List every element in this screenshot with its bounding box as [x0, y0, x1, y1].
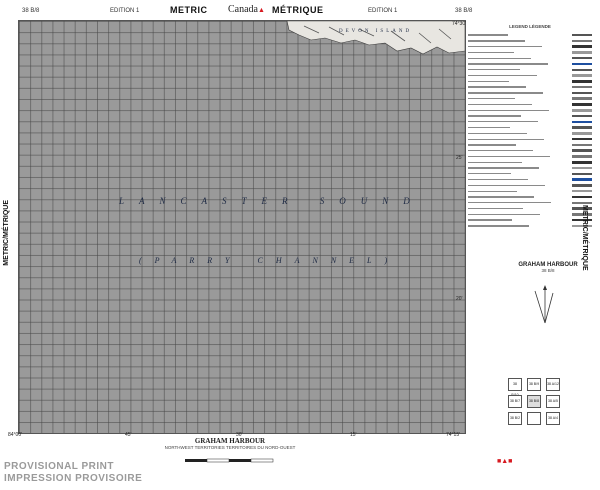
channel-label: (PARRY CHANNEL) — [139, 256, 401, 265]
magnetic-north-line — [535, 291, 545, 323]
coord-bottom-15: 15' — [350, 432, 357, 438]
legend-row — [468, 85, 592, 89]
title-number: 38 B/8 — [541, 268, 555, 273]
legend-text-line — [468, 219, 512, 220]
legend-row — [468, 39, 592, 43]
title-name: GRAHAM HARBOUR — [518, 262, 578, 268]
scale-segment-3 — [229, 459, 251, 462]
legend-text-line — [468, 179, 528, 180]
legend-row — [468, 73, 592, 77]
island-label: DEVON ISLAND — [339, 29, 413, 34]
legend-row — [468, 183, 592, 187]
north-arrow-diagram — [525, 285, 565, 325]
legend-text-line — [468, 110, 549, 111]
legend-panel — [468, 20, 592, 265]
metrique-label: MÉTRIQUE — [272, 5, 324, 15]
legend-text-line — [468, 202, 551, 203]
legend-text-line — [468, 52, 514, 53]
island-land — [287, 21, 465, 54]
legend-row — [468, 68, 592, 72]
legend-row — [468, 224, 592, 228]
legend-row — [468, 126, 592, 130]
legend-row — [468, 50, 592, 54]
legend-symbol — [572, 126, 592, 129]
legend-text-line — [468, 156, 550, 157]
legend-row — [468, 143, 592, 147]
legend-symbol — [572, 161, 592, 164]
legend-text-line — [468, 69, 520, 70]
legend-row — [468, 201, 592, 205]
map-area[interactable] — [18, 20, 466, 434]
legend-text-line — [468, 63, 548, 64]
legend-symbol — [572, 196, 592, 199]
legend-symbol — [572, 184, 592, 187]
legend-symbol — [572, 121, 592, 124]
wordmark-text: Canada — [228, 4, 258, 15]
scale-segment-2 — [207, 459, 229, 462]
legend-row — [468, 218, 592, 222]
legend-symbol — [572, 173, 592, 176]
edition-left: EDITION 1 — [110, 8, 140, 14]
metric-label: METRIC — [170, 5, 208, 15]
legend-row — [468, 149, 592, 153]
legend-symbol — [572, 149, 592, 152]
index-map-cell: 38 B/7 — [508, 395, 522, 408]
legend-symbol — [572, 103, 592, 106]
grid-north-line — [545, 293, 553, 323]
index-map-cell — [527, 412, 541, 425]
legend-text-line — [468, 104, 532, 105]
coord-bottom-30: 30' — [236, 432, 243, 438]
nrcan-logo — [497, 458, 512, 465]
legend-row — [468, 62, 592, 66]
index-map-cell: 38 A/5 — [546, 395, 560, 408]
legend-heading: LEGEND LÉGENDE — [509, 24, 551, 29]
scale-bar — [185, 458, 275, 463]
legend-text-line — [468, 81, 509, 82]
legend-row — [468, 195, 592, 199]
side-label-right: METRIC/MÉTRIQUE — [581, 205, 588, 271]
index-map-cell: 38 — [508, 378, 522, 391]
legend-text-line — [468, 115, 521, 116]
legend-text-line — [468, 173, 511, 174]
legend-row — [468, 56, 592, 60]
coord-bottom-right: 74°15' — [446, 432, 461, 438]
legend-row — [468, 91, 592, 95]
legend-row — [468, 97, 592, 101]
legend-text-line — [468, 139, 544, 140]
legend-symbol — [572, 51, 592, 54]
legend-row — [468, 154, 592, 158]
legend-symbol — [572, 115, 592, 118]
coord-right-upper: 25' — [456, 155, 463, 161]
watermark-line1: PROVISIONAL PRINT — [4, 461, 114, 472]
legend-text-line — [468, 40, 525, 41]
water-body-label: LANCASTER SOUND — [119, 196, 425, 206]
legend-symbol — [572, 57, 592, 60]
legend-row — [468, 206, 592, 210]
legend-row — [468, 114, 592, 118]
legend-row — [468, 79, 592, 83]
north-star-icon — [543, 285, 547, 290]
legend-row — [468, 160, 592, 164]
index-map-cell: 38 B/9 — [527, 378, 541, 391]
legend-text-line — [468, 144, 516, 145]
legend-row — [468, 212, 592, 216]
legend-text-line — [468, 98, 515, 99]
legend-row — [468, 45, 592, 49]
legend-symbol — [572, 86, 592, 89]
watermark-line2: IMPRESSION PROVISOIRE — [4, 473, 143, 484]
legend-text-line — [468, 46, 542, 47]
legend-symbol — [572, 167, 592, 170]
legend-symbol — [572, 34, 592, 37]
legend-row — [468, 172, 592, 176]
legend-symbol — [572, 74, 592, 77]
legend-text-line — [468, 75, 537, 76]
legend-symbol — [572, 40, 592, 43]
legend-rows — [468, 33, 592, 228]
legend-symbol — [572, 144, 592, 147]
legend-text-line — [468, 162, 522, 163]
legend-text-line — [468, 86, 526, 87]
legend-symbol — [572, 138, 592, 141]
legend-row — [468, 178, 592, 182]
legend-row — [468, 166, 592, 170]
map-number-right: 38 B/8 — [455, 8, 473, 14]
legend-row — [468, 189, 592, 193]
legend-row — [468, 108, 592, 112]
legend-row — [468, 120, 592, 124]
legend-symbol — [572, 92, 592, 95]
legend-row — [468, 131, 592, 135]
legend-text-line — [468, 214, 540, 215]
index-map-cell: 38 B/8 — [527, 395, 541, 408]
legend-text-line — [468, 121, 538, 122]
legend-symbol — [572, 190, 592, 193]
scale-segment-1 — [185, 459, 207, 462]
legend-text-line — [468, 150, 533, 151]
map-number-left: 38 B/8 — [22, 8, 40, 14]
index-map — [508, 378, 568, 430]
legend-symbol — [572, 178, 592, 181]
legend-text-line — [468, 196, 534, 197]
legend-text-line — [468, 34, 508, 35]
coord-top-right: 74°30' — [452, 21, 467, 27]
title-block — [508, 262, 588, 273]
legend-text-line — [468, 191, 517, 192]
legend-text-line — [468, 167, 539, 168]
legend-text-line — [468, 133, 527, 134]
legend-row — [468, 33, 592, 37]
legend-symbol — [572, 132, 592, 135]
bottom-title-block — [150, 437, 310, 468]
legend-text-line — [468, 208, 523, 209]
canada-wordmark — [228, 4, 265, 15]
index-map-cell: 38 A/4 — [546, 412, 560, 425]
coord-bottom-left: 84°00' — [8, 432, 23, 438]
legend-text-line — [468, 58, 531, 59]
legend-symbol — [572, 155, 592, 158]
index-map-cell: 38 A/12 — [546, 378, 560, 391]
legend-symbol — [572, 80, 592, 83]
legend-symbol — [572, 109, 592, 112]
legend-row — [468, 137, 592, 141]
legend-text-line — [468, 127, 510, 128]
bottom-territory: NORTHWEST TERRITORIES TERRITOIRES DU NORD-OUEST — [164, 445, 296, 450]
flag-icon-footer: ■▲■ — [497, 458, 513, 465]
index-map-cell: 38 B/2 — [508, 412, 522, 425]
coord-bottom-45: 45' — [125, 432, 132, 438]
side-label-left: METRIC/MÉTRIQUE — [3, 200, 10, 266]
legend-symbol — [572, 97, 592, 100]
edition-right: EDITION 1 — [368, 8, 398, 14]
legend-symbol — [572, 63, 592, 66]
legend-symbol — [572, 202, 592, 205]
coord-right-middle: 20' — [456, 296, 463, 302]
legend-text-line — [468, 92, 543, 93]
legend-text-line — [468, 225, 529, 226]
flag-icon: ▲ — [258, 6, 265, 14]
legend-row — [468, 102, 592, 106]
scale-segment-4 — [251, 459, 273, 462]
legend-text-line — [468, 185, 545, 186]
legend-symbol — [572, 45, 592, 48]
legend-symbol — [572, 69, 592, 72]
bottom-title-name: GRAHAM HARBOUR — [194, 437, 266, 445]
